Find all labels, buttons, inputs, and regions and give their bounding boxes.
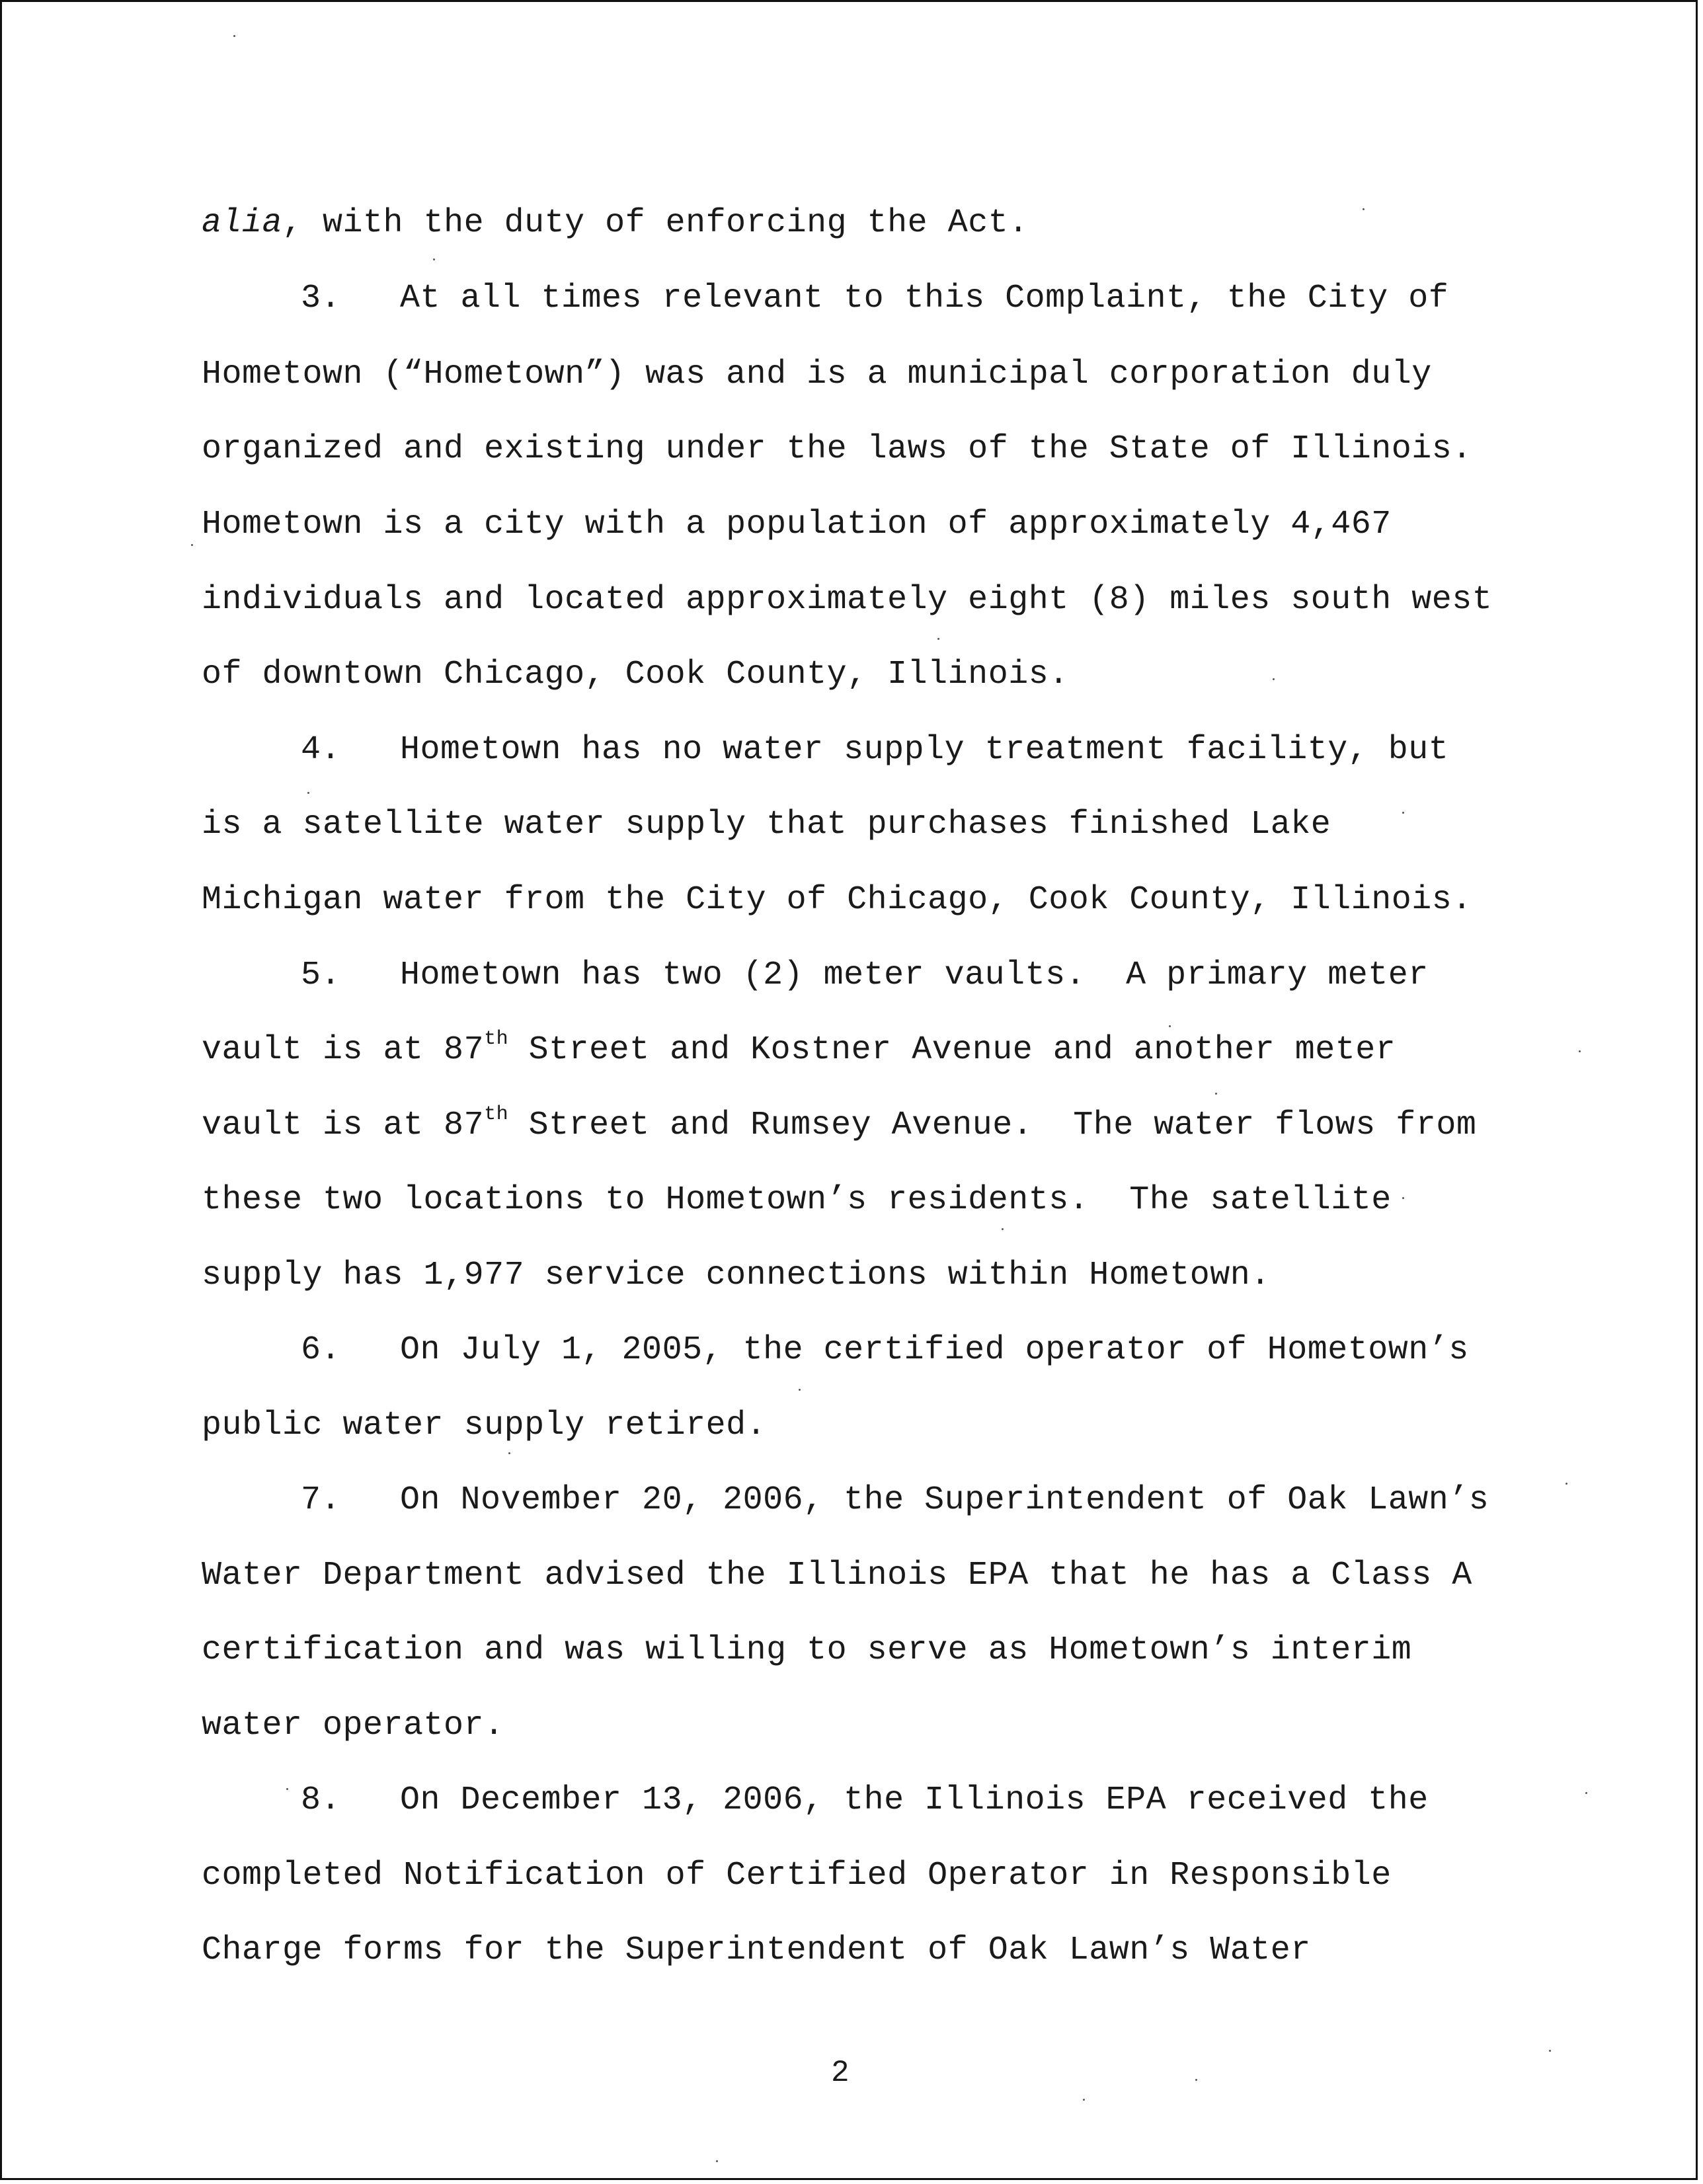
body-line: vault is at 87th Street and Rumsey Avenue. The water flows from bbox=[202, 1103, 1477, 1144]
body-line: supply has 1,977 service connections within Hometown. bbox=[202, 1257, 1271, 1294]
scan-speck bbox=[1002, 1228, 1004, 1230]
scan-speck bbox=[1402, 1197, 1404, 1199]
body-line: Hometown (“Hometown”) was and is a municipal corporation duly bbox=[202, 356, 1432, 393]
scan-speck bbox=[1215, 1093, 1217, 1095]
page-number: 2 bbox=[831, 2056, 850, 2090]
body-line: At all times relevant to this Complaint, the City of bbox=[400, 280, 1449, 317]
body-line: Water Department advised the Illinois EPA that he has a Class A bbox=[202, 1557, 1472, 1594]
paragraph-number: 8. bbox=[301, 1781, 341, 1819]
paragraph-number: 4. bbox=[301, 731, 341, 769]
body-line: On December 13, 2006, the Illinois EPA received the bbox=[400, 1781, 1429, 1819]
body-line: Hometown has two (2) meter vaults. A primary meter bbox=[400, 956, 1429, 994]
scan-speck bbox=[716, 2160, 718, 2162]
body-line: public water supply retired. bbox=[202, 1407, 767, 1444]
ordinal-suffix: th bbox=[484, 1103, 509, 1126]
scan-speck bbox=[1195, 2079, 1197, 2081]
body-line: On July 1, 2005, the certified operator of Hometown’s bbox=[400, 1331, 1469, 1369]
body-line: of downtown Chicago, Cook County, Illinois. bbox=[202, 656, 1069, 693]
scan-speck bbox=[508, 1452, 510, 1454]
scan-speck bbox=[1585, 1792, 1587, 1794]
body-line: water operator. bbox=[202, 1707, 504, 1744]
scan-speck bbox=[1169, 1025, 1171, 1027]
scan-speck bbox=[1549, 2050, 1551, 2052]
paragraph-number: 5. bbox=[301, 956, 341, 994]
scan-speck bbox=[1083, 2099, 1085, 2101]
body-line: Charge forms for the Superintendent of Oak Lawn’s Water bbox=[202, 1931, 1311, 1969]
body-line bbox=[202, 205, 1029, 242]
scan-speck bbox=[433, 258, 435, 260]
paragraph-number: 6. bbox=[301, 1331, 341, 1369]
scan-speck bbox=[937, 638, 939, 640]
scan-speck bbox=[233, 35, 235, 37]
body-line: Hometown has no water supply treatment facility, but bbox=[400, 731, 1449, 769]
scan-speck bbox=[1565, 1483, 1567, 1485]
body-line: individuals and located approximately eight (8) miles south west bbox=[202, 581, 1493, 619]
body-line: Michigan water from the City of Chicago, Cook County, Illinois. bbox=[202, 881, 1472, 919]
scan-speck bbox=[191, 544, 193, 546]
scan-speck bbox=[286, 1788, 288, 1790]
body-line: Hometown is a city with a population of approximately 4,467 bbox=[202, 506, 1392, 543]
body-line: On November 20, 2006, the Superintendent of Oak Lawn’s bbox=[400, 1481, 1489, 1519]
ordinal-suffix: th bbox=[484, 1028, 509, 1051]
body-text: , with the duty of enforcing the Act. bbox=[282, 204, 1029, 242]
scan-speck bbox=[1363, 208, 1365, 210]
scan-speck bbox=[1579, 1050, 1581, 1052]
body-line: vault is at 87th Street and Kostner Avenue and another meter bbox=[202, 1028, 1396, 1069]
body-line: organized and existing under the laws of the State of Illinois. bbox=[202, 430, 1472, 468]
scan-speck bbox=[1273, 678, 1275, 680]
scan-speck bbox=[307, 792, 309, 794]
scan-speck bbox=[799, 1389, 801, 1391]
body-line: certification and was willing to serve as Hometown’s interim bbox=[202, 1631, 1412, 1669]
paragraph-number: 7. bbox=[301, 1481, 341, 1519]
scan-speck bbox=[1402, 812, 1404, 814]
body-line: these two locations to Hometown’s residents. The satellite bbox=[202, 1181, 1392, 1219]
body-line: is a satellite water supply that purchases finished Lake bbox=[202, 806, 1331, 843]
italic-word: alia bbox=[202, 204, 283, 242]
paragraph-number: 3. bbox=[301, 280, 341, 317]
body-line: completed Notification of Certified Operator in Responsible bbox=[202, 1857, 1392, 1894]
